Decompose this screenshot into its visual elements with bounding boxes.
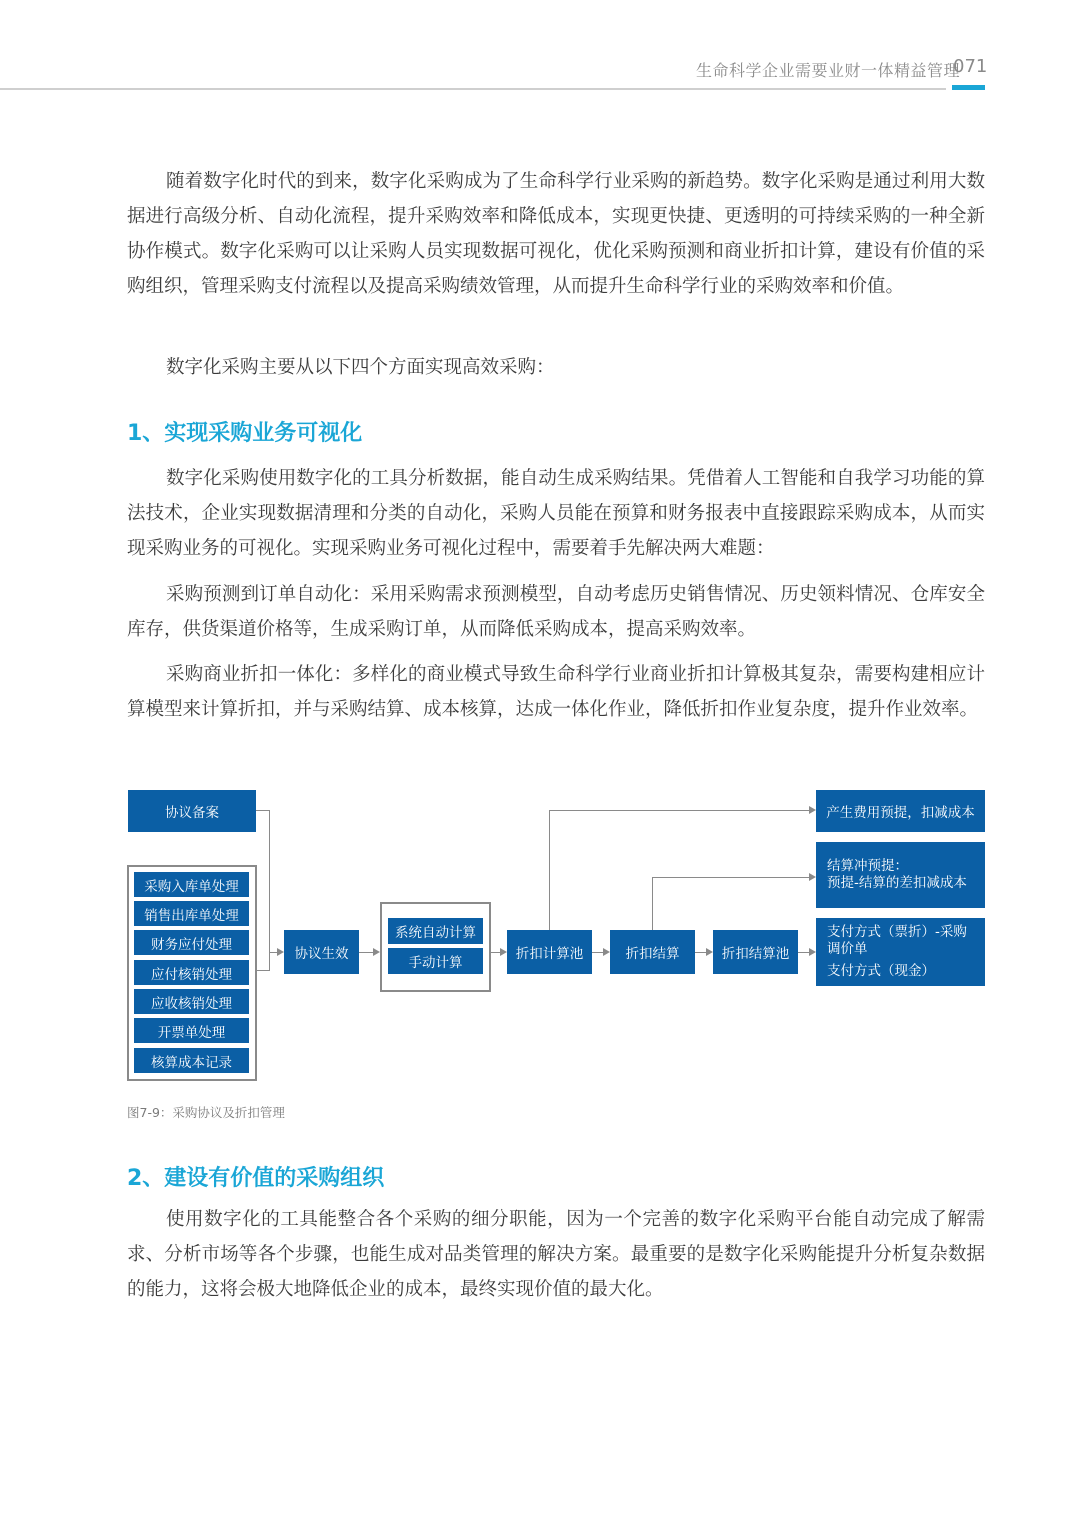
settlement-pool-box: 折扣结算池	[713, 930, 798, 974]
outcome-offset-box	[816, 842, 985, 908]
connector-line	[549, 810, 810, 811]
outcome-payment-line: 支付方式（票折）-采购	[827, 924, 967, 940]
outcome-payment-line: 调价单	[827, 941, 868, 957]
intro-paragraph: 数字化采购主要从以下四个方面实现高效采购：	[166, 357, 555, 378]
arrow-head	[809, 948, 816, 956]
header-rule	[0, 88, 946, 90]
header-accent-bar	[952, 85, 985, 90]
arrow-head	[809, 806, 816, 814]
source-item: 应付核销处理	[134, 960, 249, 985]
connector-line	[257, 970, 270, 971]
arrow-head	[603, 948, 610, 956]
connector-line	[269, 810, 270, 970]
calc-method-box: 手动计算	[388, 948, 483, 974]
source-item: 采购入库单处理	[134, 872, 249, 897]
connector-line	[549, 810, 550, 930]
calc-methods-frame	[380, 902, 491, 992]
arrow-head	[373, 948, 380, 956]
connector-line	[256, 810, 269, 811]
page-number: 071	[953, 56, 988, 77]
arrow-head	[277, 948, 284, 956]
agreement-effective-box: 协议生效	[284, 930, 359, 974]
source-item: 销售出库单处理	[134, 901, 249, 926]
header-title: 生命科学企业需要业财一体精益管理	[696, 61, 961, 80]
body-paragraph: 采购预测到订单自动化：采用采购需求预测模型，自动考虑历史销售情况、历史领料情况、仓库安全库存，供货渠道价格等，生成采购订单，从而降低采购成本，提高采购效率。	[127, 584, 985, 640]
discount-pool-box: 折扣计算池	[507, 930, 592, 974]
arrow-head	[500, 948, 507, 956]
outcome-offset-line: 结算冲预提：	[827, 858, 908, 874]
source-item: 应收核销处理	[134, 989, 249, 1014]
connector-line	[652, 877, 810, 878]
source-item: 核算成本记录	[134, 1048, 249, 1073]
figure-caption: 图7-9：采购协议及折扣管理	[127, 1105, 285, 1120]
discount-settlement-box: 折扣结算	[610, 930, 695, 974]
section-heading: 2、建设有价值的采购组织	[127, 1166, 385, 1191]
connector-line	[652, 877, 653, 930]
outcome-provision-box: 产生费用预提，扣减成本	[816, 790, 985, 832]
source-item: 开票单处理	[134, 1018, 249, 1043]
arrow-head	[809, 873, 816, 881]
outcome-offset-line: 预提-结算的差扣减成本	[827, 875, 967, 891]
connector-line	[359, 952, 374, 953]
section-heading: 1、实现采购业务可视化	[127, 421, 363, 446]
source-item: 财务应付处理	[134, 930, 249, 955]
body-paragraph: 使用数字化的工具能整合各个采购的细分职能，因为一个完善的数字化采购平台能自动完成了解需求、分析市场等各个步骤，也能生成对品类管理的解决方案。最重要的是数字化采购能提升分析复杂数据的能力，这将会极大地降低企业的成本，最终实现价值的最大化。	[127, 1209, 985, 1300]
outcome-payment-line: 支付方式（现金）	[827, 963, 935, 979]
arrow-head	[706, 948, 713, 956]
agreement-filing-box: 协议备案	[128, 790, 256, 832]
outcome-payment-box	[816, 918, 985, 986]
body-paragraph: 采购商业折扣一体化：多样化的商业模式导致生命科学行业商业折扣计算极其复杂，需要构建相应计算模型来计算折扣，并与采购结算、成本核算，达成一体化作业，降低折扣作业复杂度，提升作业效率。	[127, 664, 985, 720]
calc-method-box: 系统自动计算	[388, 918, 483, 944]
body-paragraph: 数字化采购使用数字化的工具分析数据，能自动生成采购结果。凭借着人工智能和自我学习功能的算法技术，企业实现数据清理和分类的自动化，采购人员能在预算和财务报表中直接跟踪采购成本，从而实现采购业务的可视化。实现采购业务可视化过程中，需要着手先解决两大难题：	[127, 468, 985, 559]
intro-paragraph: 随着数字化时代的到来，数字化采购成为了生命科学行业采购的新趋势。数字化采购是通过利用大数据进行高级分析、自动化流程，提升采购效率和降低成本，实现更快捷、更透明的可持续采购的一种全新协作模式。数字化采购可以让采购人员实现数据可视化，优化采购预测和商业折扣计算，建设有价值的采购组织，管理采购支付流程以及提高采购绩效管理，从而提升生命科学行业的采购效率和价值。	[127, 171, 985, 297]
